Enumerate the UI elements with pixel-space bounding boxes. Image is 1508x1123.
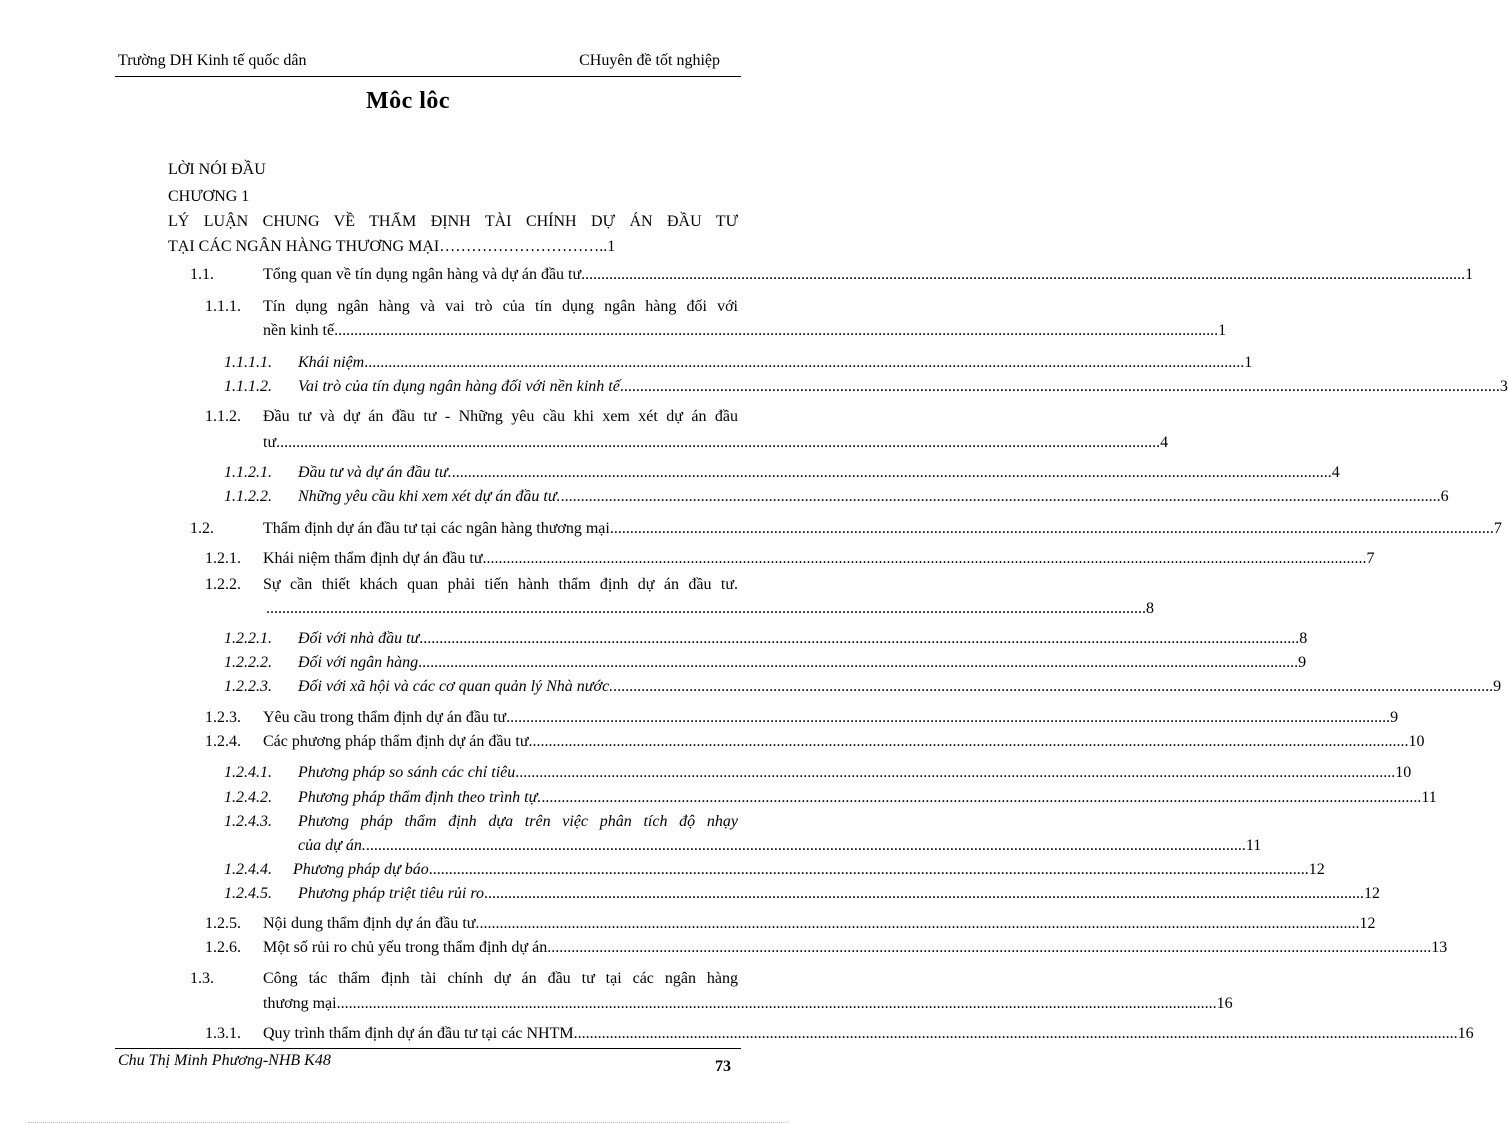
- toc-entry-number: 1.1.1.: [205, 298, 241, 315]
- toc-entry-line: [293, 861, 1325, 879]
- toc-entry-text: Đối với xã hội và các cơ quan quản lý Nhà nước.: [298, 678, 614, 695]
- toc-entry-number: 1.1.1.2.: [224, 378, 272, 395]
- toc-entry-text: Đầu tư và dự án đầu tư - Những yêu cầu khi xem xét dự án đầu: [263, 408, 738, 425]
- toc-chapter-label: CHƯƠNG 1: [168, 188, 250, 205]
- toc-entry-page: 13: [1431, 939, 1448, 956]
- toc-entry-number: 1.2.2.3.: [224, 678, 272, 695]
- toc-entry-leader: ............................................................................................................................................................................................................................: [418, 654, 1299, 671]
- toc-entry-number: 1.2.: [190, 520, 214, 537]
- toc-entry-number: 1.2.4.4.: [224, 861, 272, 878]
- toc-entry-line: [298, 354, 1253, 372]
- toc-entry-number: 1.1.2.: [205, 408, 241, 425]
- toc-entry-text: Vai trò của tín dụng ngân hàng đối với nền kinh tế: [298, 378, 620, 395]
- toc-entry-text: Phương pháp triệt tiêu rủi ro: [298, 885, 484, 902]
- toc-entry-page: 4: [1160, 434, 1169, 451]
- chapter-page: 1: [607, 238, 616, 255]
- toc-entry-continuation: [263, 434, 1169, 452]
- toc-intro-heading: LỜI NÓI ĐẦU: [168, 161, 266, 178]
- toc-entry-text: Quy trình thẩm định dự án đầu tư tại các NHTM.: [263, 1025, 578, 1042]
- toc-entry-line: [298, 488, 1449, 506]
- toc-entry-text-line2: tư.: [263, 434, 281, 451]
- toc-entry-line: [263, 709, 1399, 727]
- toc-entry-text: Yêu cầu trong thẩm định dự án đầu tư.: [263, 709, 511, 726]
- toc-entry-line: [263, 520, 1502, 538]
- toc-entry-line: [298, 464, 1340, 482]
- toc-entry-leader: ............................................................................................................................................................................................................................: [486, 550, 1367, 567]
- toc-entry-leader: ............................................................................................................................................................................................................................: [613, 520, 1494, 537]
- header-document-type: CHuyên đề tốt nghiệp: [579, 52, 720, 69]
- toc-entry-line: [298, 654, 1307, 672]
- toc-entry-page: 7: [1366, 550, 1375, 567]
- toc-entry-leader: ............................................................................................................................................................................................................................: [338, 322, 1219, 339]
- toc-entry-line: [298, 885, 1380, 903]
- toc-entry-page: 1: [1465, 266, 1474, 283]
- toc-entry-line: [263, 1025, 1474, 1043]
- toc-entry-leader: ............................................................................................................................................................................................................................: [515, 764, 1396, 781]
- footer-rule: [115, 1048, 741, 1049]
- toc-entry-text: Thẩm định dự án đầu tư tại các ngân hàng thương mại.: [263, 520, 614, 537]
- toc-entry-line: [298, 678, 1502, 696]
- toc-entry-text-line2: thương mại: [263, 995, 337, 1012]
- toc-entry-continuation: [266, 600, 1154, 618]
- toc-entry-leader: ............................................................................................................................................................................................................................: [510, 709, 1391, 726]
- toc-entry-continuation: [263, 995, 1233, 1013]
- toc-entry-page: 6: [1440, 488, 1449, 505]
- toc-entry-page: 16: [1457, 1025, 1474, 1042]
- toc-entry-line: [298, 764, 1412, 782]
- chapter-leader: …………………………..: [439, 238, 608, 255]
- toc-entry-leader: ............................................................................................................................................................................................................................: [528, 733, 1409, 750]
- toc-entry-leader: ............................................................................................................................................................................................................................: [428, 861, 1309, 878]
- toc-entry-page: 9: [1493, 678, 1502, 695]
- toc-entry-line: [298, 630, 1308, 648]
- toc-entry-leader: ............................................................................................................................................................................................................................: [364, 354, 1245, 371]
- toc-entry-page: 16: [1216, 995, 1233, 1012]
- page-title: Môc lôc: [365, 88, 451, 114]
- toc-entry-number: 1.2.3.: [205, 709, 241, 726]
- toc-entry-number: 1.2.1.: [205, 550, 241, 567]
- toc-entry-number: 1.2.4.2.: [224, 789, 272, 806]
- toc-entry-text: Khái niệm: [298, 354, 365, 371]
- toc-entry-number: 1.3.1.: [205, 1025, 241, 1042]
- toc-entry-leader: ............................................................................................................................................................................................................................: [451, 464, 1332, 481]
- toc-entry-text-line2: nền kinh tế.: [263, 322, 339, 339]
- toc-chapter-title-line1: LÝ LUẬN CHUNG VỀ THẨM ĐỊNH TÀI CHÍNH DỰ ÁN ĐẦU TƯ: [168, 213, 738, 230]
- toc-entry-text: Tổng quan về tín dụng ngân hàng và dự án đầu tư.: [263, 266, 586, 283]
- toc-entry-page: 8: [1299, 630, 1308, 647]
- toc-entry-number: 1.3.: [190, 970, 214, 987]
- toc-entry-line: [263, 733, 1425, 751]
- toc-entry-text: Phương pháp so sánh các chỉ tiêu: [298, 764, 516, 781]
- toc-entry-leader: ............................................................................................................................................................................................................................: [619, 378, 1500, 395]
- toc-entry-leader: ............................................................................................................................................................................................................................: [336, 995, 1217, 1012]
- toc-entry-line: [263, 915, 1376, 933]
- toc-entry-number: 1.1.: [190, 266, 214, 283]
- toc-entry-number: 1.2.2.1.: [224, 630, 272, 647]
- toc-entry-page: 7: [1493, 520, 1502, 537]
- toc-entry-line: [263, 266, 1474, 284]
- toc-entry-line: [298, 378, 1508, 396]
- toc-entry-number: 1.2.6.: [205, 939, 241, 956]
- toc-entry-page: 12: [1364, 885, 1380, 902]
- toc-entry-leader: ............................................................................................................................................................................................................................: [484, 885, 1364, 902]
- toc-entry-page: 12: [1359, 915, 1376, 932]
- toc-entry-page: 12: [1308, 861, 1325, 878]
- toc-entry-text: Phương pháp thẩm định theo trình tự.: [298, 789, 542, 806]
- toc-entry-leader: ............................................................................................................................................................................................................................: [613, 678, 1494, 695]
- toc-entry-leader: ............................................................................................................................................................................................................................: [551, 939, 1432, 956]
- toc-entry-text: Công tác thẩm định tài chính dự án đầu tư tại các ngân hàng: [263, 970, 738, 987]
- toc-entry-text: Đối với ngân hàng: [298, 654, 419, 671]
- toc-entry-text: Phương pháp dự báo: [293, 861, 429, 878]
- header-school-name: Trường DH Kinh tế quốc dân: [118, 52, 307, 69]
- toc-entry-page: 11: [1245, 837, 1262, 854]
- toc-entry-number: 1.2.5.: [205, 915, 241, 932]
- toc-entry-text: Một số rủi ro chủ yếu trong thẩm định dự án.: [263, 939, 552, 956]
- toc-entry-number: 1.1.2.2.: [224, 488, 272, 505]
- toc-entry-page: 11: [1421, 789, 1437, 806]
- toc-entry-line: [263, 939, 1448, 957]
- toc-entry-text: Tín dụng ngân hàng và vai trò của tín dụng ngân hàng đối với: [263, 298, 738, 315]
- toc-entry-page: 9: [1390, 709, 1399, 726]
- toc-entry-leader: ............................................................................................................................................................................................................................: [365, 837, 1246, 854]
- toc-entry-leader: ............................................................................................................................................................................................................................: [560, 488, 1441, 505]
- toc-entry-number: 1.2.4.3.: [224, 813, 272, 830]
- toc-entry-text: Những yêu cầu khi xem xét dự án đầu tư.: [298, 488, 561, 505]
- toc-entry-text: Đầu tư và dự án đầu tư.: [298, 464, 452, 481]
- toc-entry-text-line2: của dự án.: [298, 837, 366, 854]
- toc-entry-text: Đối với nhà đầu tư: [298, 630, 420, 647]
- toc-entry-text: Phương pháp thẩm định dựa trên việc phân tích độ nhạy: [298, 813, 738, 830]
- toc-entry-number: 1.2.4.1.: [224, 764, 272, 781]
- toc-entry-number: 1.2.4.5.: [224, 885, 272, 902]
- toc-entry-line: [298, 789, 1437, 807]
- toc-entry-leader: ............................................................................................................................................................................................................................: [266, 600, 1146, 617]
- toc-entry-text: Nội dung thẩm định dự án đầu tư.: [263, 915, 480, 932]
- toc-entry-page: 4: [1331, 464, 1340, 481]
- toc-entry-leader: ............................................................................................................................................................................................................................: [280, 434, 1161, 451]
- footer-page-number: 73: [715, 1058, 731, 1075]
- toc-entry-number: 1.2.2.: [205, 576, 241, 593]
- toc-entry-page: 9: [1298, 654, 1307, 671]
- toc-entry-page: 8: [1146, 600, 1154, 617]
- toc-chapter-title-line2: [168, 238, 615, 256]
- toc-entry-leader: ............................................................................................................................................................................................................................: [577, 1025, 1458, 1042]
- toc-entry-text: Sự cần thiết khách quan phải tiến hành thẩm định dự án đầu tư.: [263, 576, 738, 593]
- toc-entry-page: 10: [1395, 764, 1412, 781]
- toc-entry-leader: ............................................................................................................................................................................................................................: [541, 789, 1422, 806]
- toc-entry-text: Các phương pháp thẩm định dự án đầu tư: [263, 733, 529, 750]
- toc-entry-number: 1.2.4.: [205, 733, 241, 750]
- toc-entry-continuation: [263, 322, 1227, 340]
- toc-entry-line: [263, 550, 1375, 568]
- toc-entry-leader: ............................................................................................................................................................................................................................: [419, 630, 1300, 647]
- toc-entry-page: 1: [1218, 322, 1227, 339]
- toc-entry-text: Khái niệm thẩm định dự án đầu tư.: [263, 550, 487, 567]
- toc-entry-leader: ............................................................................................................................................................................................................................: [479, 915, 1360, 932]
- toc-entry-number: 1.1.2.1.: [224, 464, 272, 481]
- toc-entry-continuation: [298, 837, 1262, 855]
- chapter-title-text: TẠI CÁC NGÂN HÀNG THƯƠNG MẠI: [168, 238, 440, 255]
- toc-entry-page: 3: [1499, 378, 1508, 395]
- footer-author: Chu Thị Minh Phương-NHB K48: [118, 1052, 331, 1069]
- toc-entry-page: 10: [1408, 733, 1425, 750]
- toc-entry-leader: ............................................................................................................................................................................................................................: [585, 266, 1466, 283]
- toc-entry-number: 1.1.1.1.: [224, 354, 272, 371]
- header-rule: [115, 76, 741, 77]
- toc-entry-page: 1: [1244, 354, 1253, 371]
- toc-entry-number: 1.2.2.2.: [224, 654, 272, 671]
